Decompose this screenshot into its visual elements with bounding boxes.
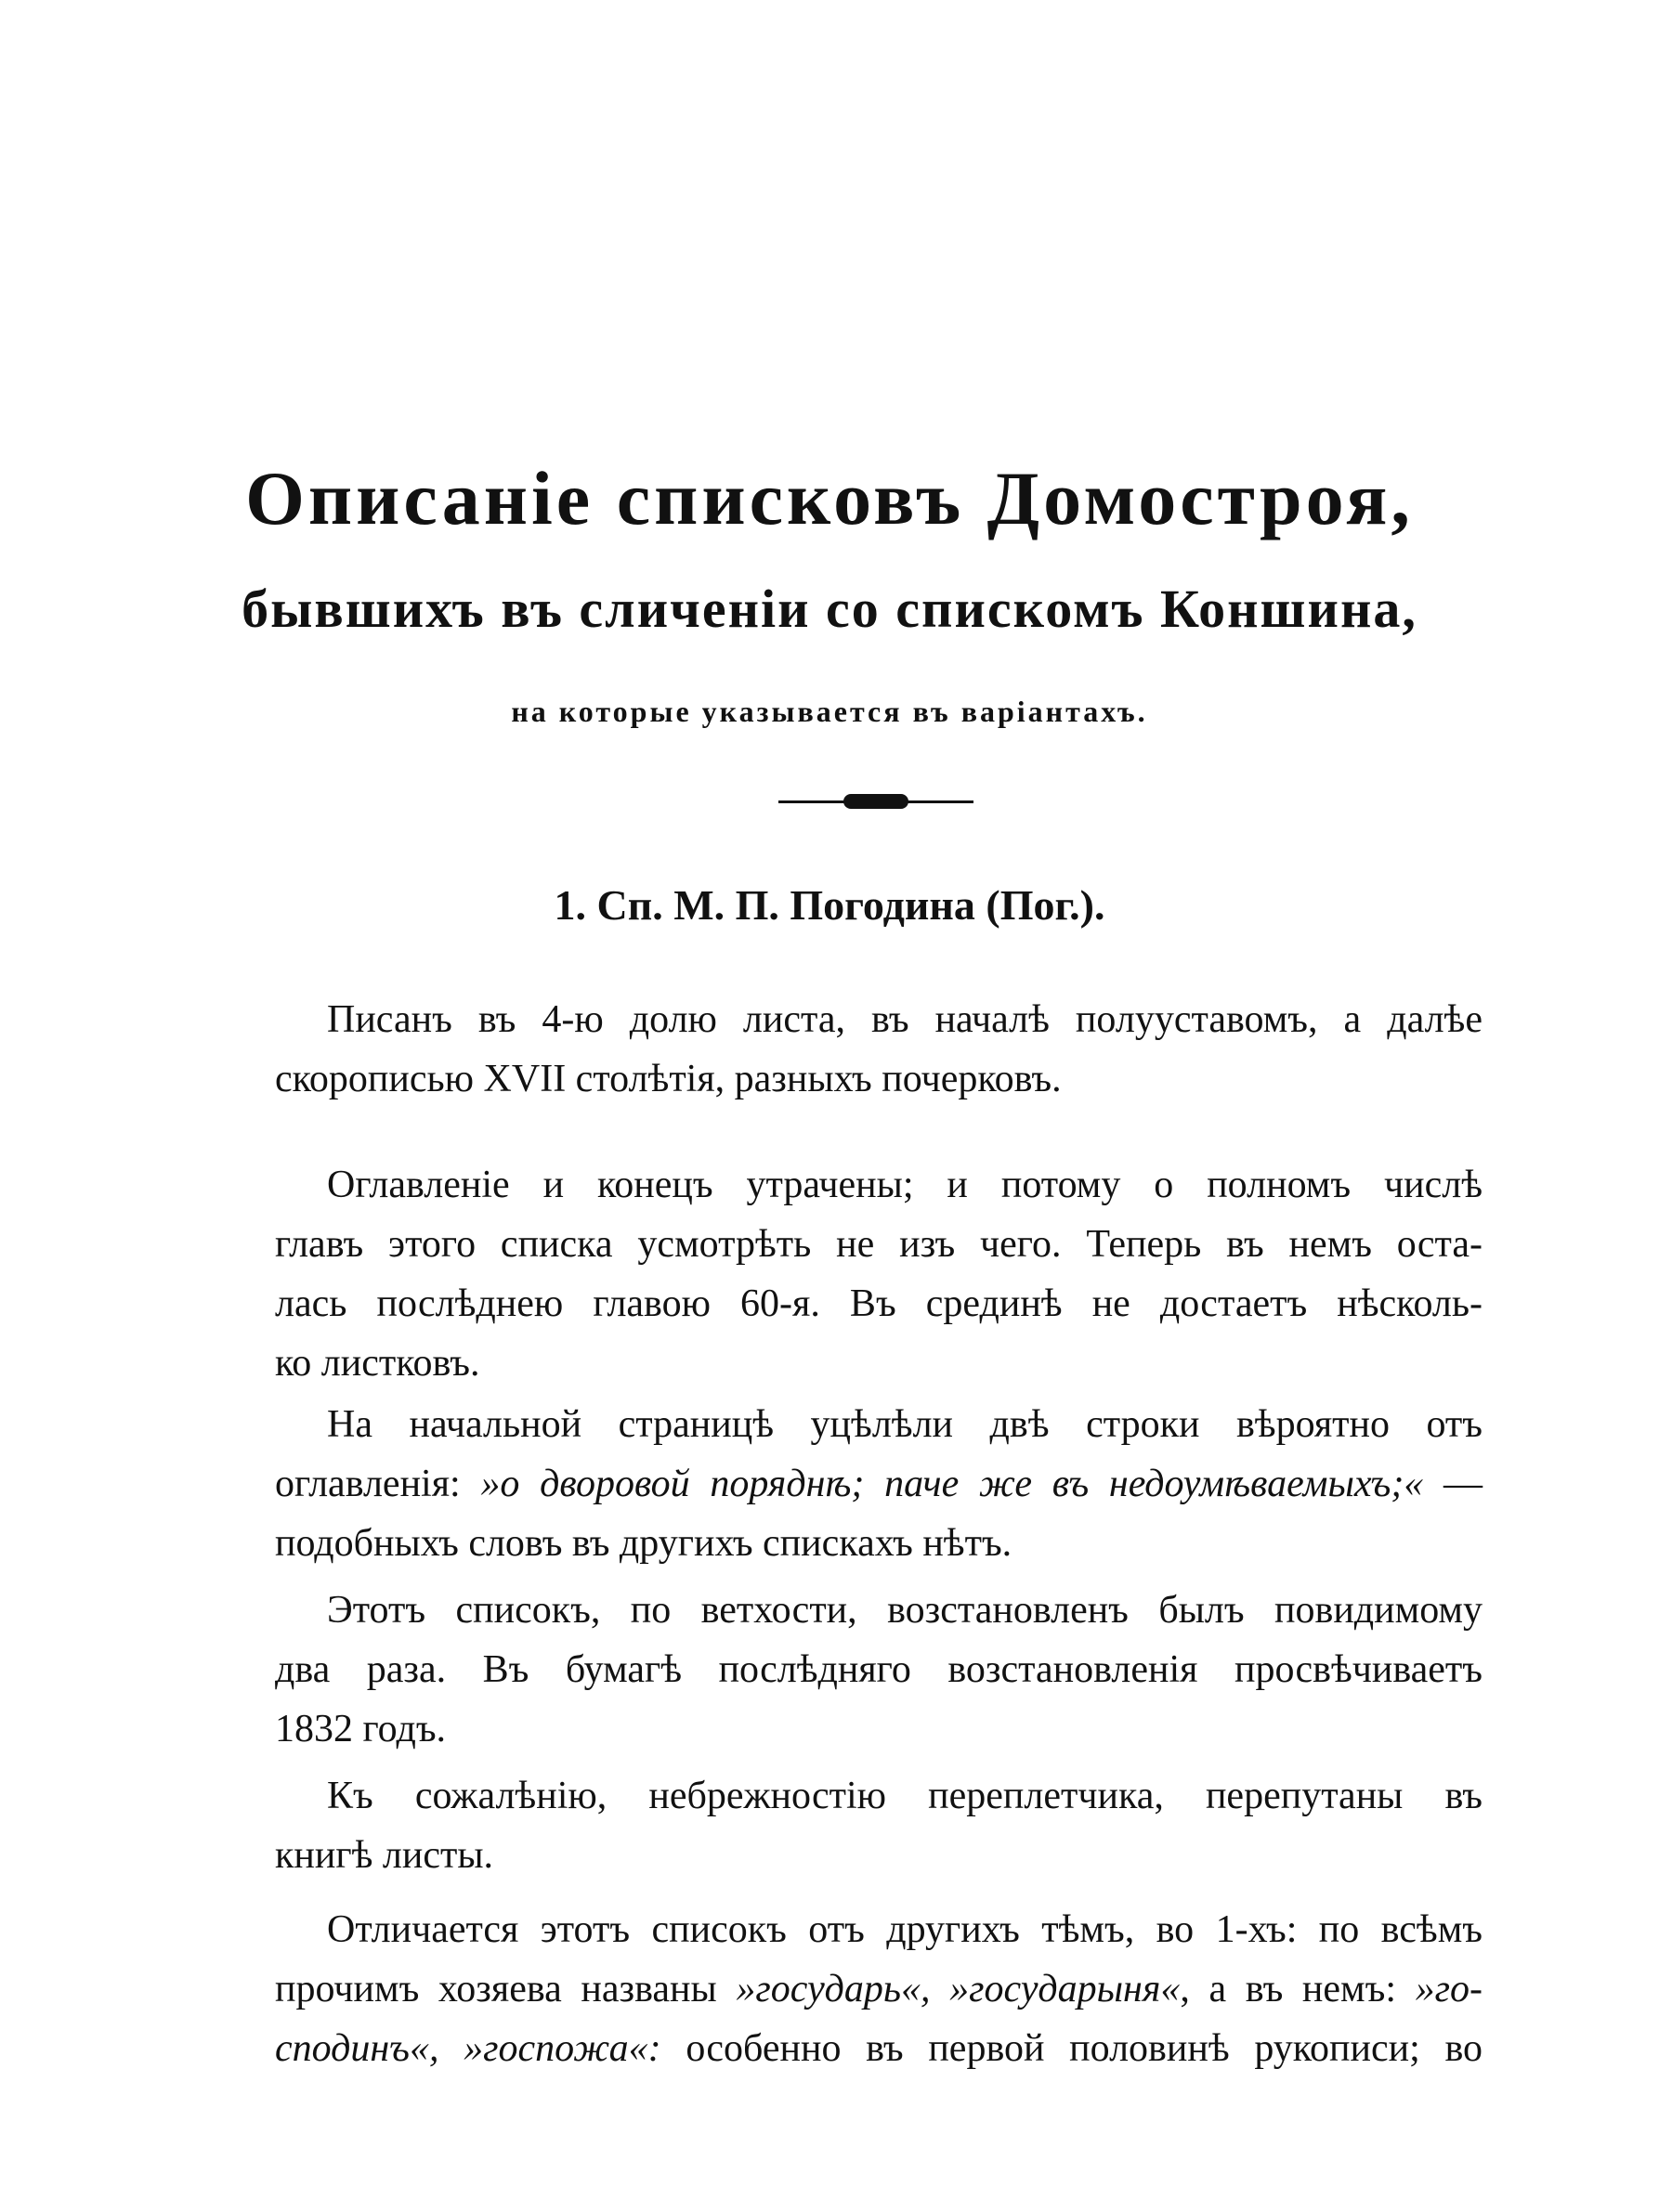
- page-subsubtitle: на которые указывается въ варіантахъ.: [511, 695, 1148, 728]
- text-segment: —: [1423, 1463, 1483, 1505]
- paragraph-1: [275, 990, 1483, 1109]
- paragraph-line: скорописью XVII столѣтія, разныхъ почерковъ.: [275, 1058, 1062, 1100]
- paragraph-line: лась послѣднею главою 60-я. Въ срединѣ не достаетъ нѣсколь-: [275, 1282, 1483, 1325]
- paragraph-line: два раза. Въ бумагѣ послѣдняго возстановленія просвѣчиваетъ: [275, 1648, 1483, 1691]
- italic-quote: сподинъ«, »госпожа«:: [275, 2027, 661, 2070]
- paragraph-line: [275, 2019, 1483, 2078]
- paragraph-line: ко листковъ.: [275, 1342, 480, 1385]
- italic-quote: »о дворовой поряднѣ; паче же въ недоумѣваемыхъ;«: [480, 1463, 1424, 1505]
- paragraph-line: [275, 1454, 1483, 1514]
- paragraph-line: главъ этого списка усмотрѣть не изъ чего. Теперь въ немъ оста-: [275, 1223, 1483, 1266]
- paragraph-2: [275, 1155, 1483, 1393]
- paragraph-line: На начальной страницѣ уцѣлѣли двѣ строки вѣроятно отъ: [327, 1403, 1483, 1446]
- paragraph-line: Оглавленіе и конецъ утрачены; и потому о полномъ числѣ: [327, 1164, 1483, 1206]
- section-heading: 1. Сп. М. П. Погодина (Пог.).: [554, 881, 1105, 929]
- paragraph-line: 1832 годъ.: [275, 1708, 447, 1750]
- text-segment: оглавленія:: [275, 1463, 481, 1505]
- paragraph-line: подобныхъ словъ въ другихъ спискахъ нѣтъ.: [275, 1522, 1012, 1565]
- paragraph-line: Отличается этотъ списокъ отъ другихъ тѣмъ, во 1-хъ: по всѣмъ: [327, 1908, 1483, 1951]
- paragraph-line: Къ сожалѣнію, небрежностію переплетчика, перепутаны въ: [327, 1775, 1483, 1817]
- italic-quote: »го-: [1415, 1968, 1483, 2010]
- paragraph-5: [275, 1766, 1483, 1885]
- ornament-center: [843, 794, 908, 809]
- paragraph-3: [275, 1395, 1483, 1573]
- page-title: Описаніе списковъ Домостроя,: [245, 456, 1414, 540]
- italic-quote: »государь«, »государыня«: [736, 1968, 1181, 2010]
- paragraph-4: [275, 1581, 1483, 1759]
- text-segment: , а въ немъ:: [1180, 1968, 1416, 2010]
- text-segment: особенно въ первой половинѣ рукописи; во: [660, 2027, 1483, 2070]
- paragraph-line: [275, 1959, 1483, 2019]
- ornament-divider: [778, 791, 973, 812]
- paragraph-line: книгѣ листы.: [275, 1834, 494, 1877]
- paragraph-line: Этотъ списокъ, по ветхости, возстановленъ былъ повидимому: [327, 1589, 1483, 1632]
- page-subtitle: бывшихъ въ сличеніи со спискомъ Коншина,: [242, 579, 1417, 639]
- text-segment: прочимъ хозяева названы: [275, 1968, 737, 2010]
- paragraph-6: [275, 1900, 1483, 2078]
- paragraph-line: Писанъ въ 4-ю долю листа, въ началѣ полууставомъ, а далѣе: [327, 998, 1483, 1041]
